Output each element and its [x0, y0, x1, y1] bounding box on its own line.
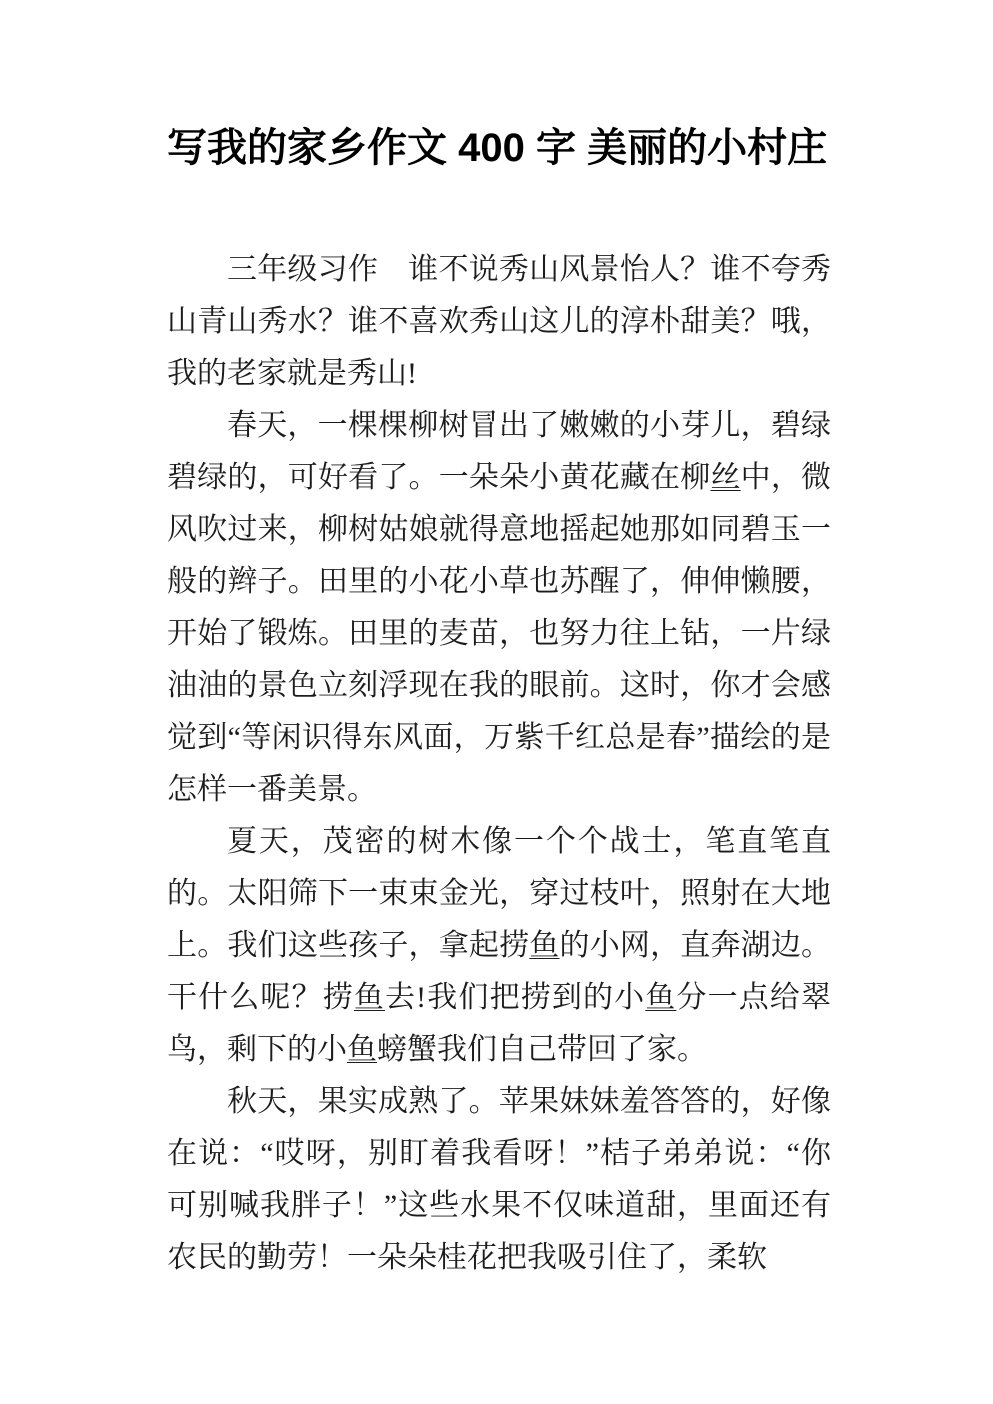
document-title: 写我的家乡作文 400 字 美丽的小村庄 [167, 126, 828, 170]
underlined-character: 鱼 [645, 981, 677, 1014]
underlined-character: 鱼 [353, 981, 386, 1014]
paragraph-spring: 春天，一棵棵柳树冒出了嫩嫩的小芽儿，碧绿碧绿的，可好看了。一朵朵小黄花藏在柳丝中，微风吹过来，柳树姑娘就得意地摇起她那如同碧玉一般的辫子。田里的小花小草也苏醒了，伸伸懒腰，开始了锻炼。田里的麦苗，也努力往上钻，一片绿油油的景色立刻浮现在我的眼前。这时，你才会感觉到“等闲识得东风面，万紫千红总是春”描绘的是怎样一番美景。 [167, 409, 832, 806]
paragraph-intro: 三年级习作 谁不说秀山风景怡人？谁不夸秀山青山秀水？谁不喜欢秀山这儿的淳朴甜美？哦，我的老家就是秀山! [167, 253, 831, 390]
paragraph-autumn: 秋天，果实成熟了。苹果妹妹羞答答的，好像在说：“哎呀，别盯着我看呀！”桔子弟弟说：“你可别喊我胖子！”这些水果不仅味道甜，里面还有农民的勤劳！一朵朵桂花把我吸引住了，柔软 [167, 1085, 831, 1274]
paragraph-summer: 夏天，茂密的树木像一个个战士，笔直笔直的。太阳筛下一束束金光，穿过枝叶，照射在大地上。我们这些孩子，拿起捞鱼的小网，直奔湖边。干什么呢？捞鱼去!我们把捞到的小鱼分一点给翠鸟，剩下的小鱼螃蟹我们自己带回了家。 [167, 825, 832, 1066]
underlined-character: 鱼 [529, 929, 560, 962]
underlined-character: 丝 [710, 461, 741, 494]
document-body [167, 244, 831, 1284]
underlined-character: 鱼 [347, 1033, 377, 1066]
